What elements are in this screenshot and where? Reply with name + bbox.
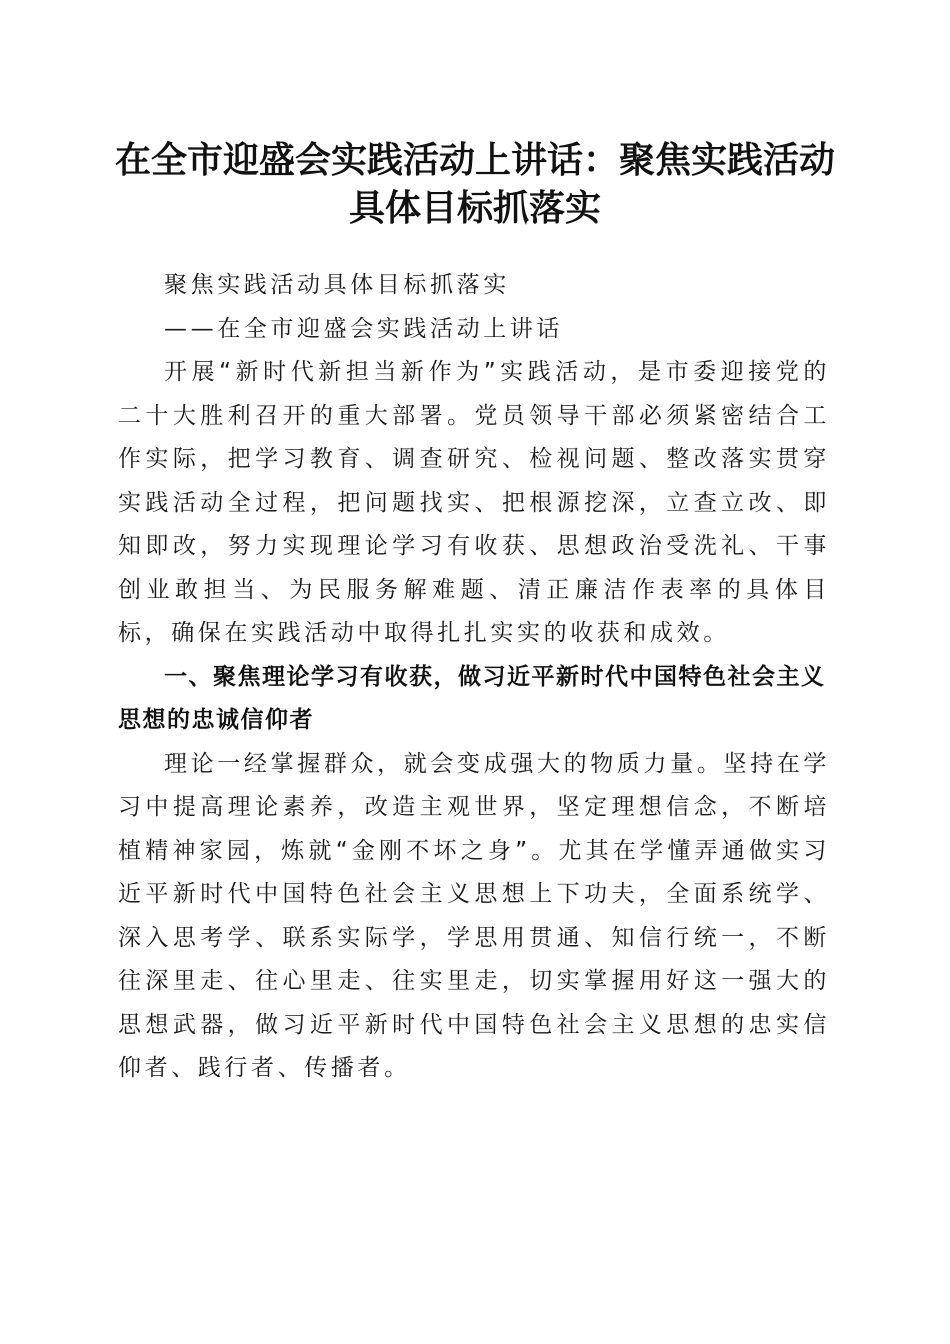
section-1-paragraph: 理论一经掌握群众，就会变成强大的物质力量。坚持在学习中提高理论素养，改造主观世界，坚定理想信念，不断培植精神家园，炼就“金刚不坏之身”。尤其在学懂弄通做实习近平新时代中国特色社会主义思想上下功夫，全面系统学、深入思考学、联系实际学，学思用贯通、知信行统一，不断往深里走、往心里走、往实里走，切实掌握用好这一强大的思想武器，做习近平新时代中国特色社会主义思想的忠实信仰者、践行者、传播者。 (118, 750, 830, 1081)
document-title: 在全市迎盛会实践活动上讲话：聚焦实践活动具体目标抓落实 (114, 139, 835, 229)
section-heading-1: 一、聚焦理论学习有收获，做习近平新时代中国特色社会主义思想的忠诚信仰者 (118, 663, 826, 733)
subtitle: 聚焦实践活动具体目标抓落实 (164, 272, 510, 298)
byline: ——在全市迎盛会实践活动上讲话 (164, 315, 563, 342)
intro-paragraph: 开展“新时代新担当新作为”实践活动，是市委迎接党的二十大胜利召开的重大部署。党员领导干部必须紧密结合工作实际，把学习教育、调查研究、检视问题、整改落实贯穿实践活动全过程，把问题找实、把根源挖深，立查立改、即知即改，努力实现理论学习有收获、思想政治受洗礼、干事创业敢担当、为民服务解难题、清正廉洁作表率的具体目标，确保在实践活动中取得扎扎实实的收获和成效。 (118, 359, 830, 646)
document-body (118, 264, 830, 1091)
